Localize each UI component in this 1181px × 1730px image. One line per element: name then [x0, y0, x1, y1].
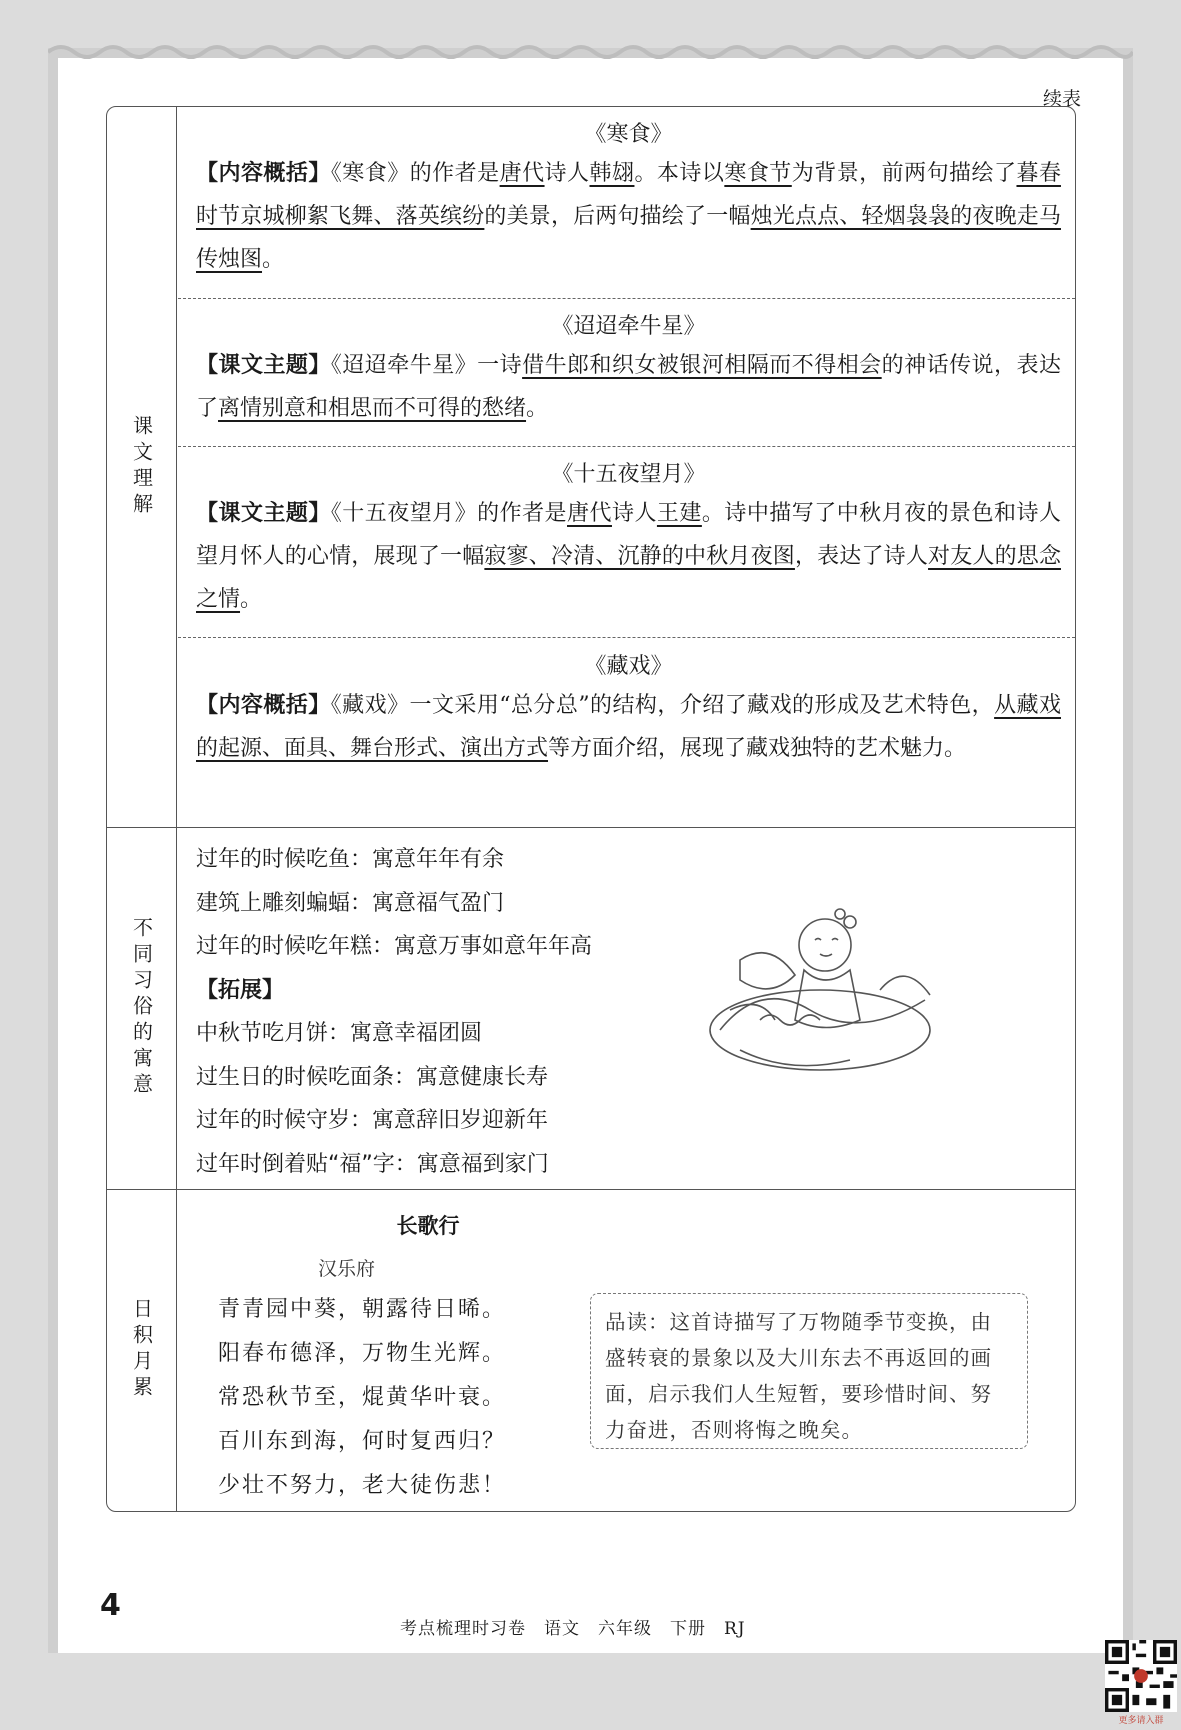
poem-heading [318, 1210, 538, 1240]
block-title: 《寒食》 [584, 122, 673, 147]
qr-code-icon[interactable] [1105, 1640, 1177, 1712]
qr-caption: 更多请入群 [1118, 1716, 1164, 1726]
customs-block [196, 838, 696, 1186]
page-number: 4 [100, 1588, 121, 1623]
poem-author: 汉乐府 [318, 1258, 376, 1280]
dashed-divider [178, 637, 1075, 638]
block-title: 《迢迢牵牛星》 [551, 314, 706, 339]
poem-title: 长歌行 [396, 1214, 460, 1238]
custom-line: 中秋节吃月饼：寓意幸福团圆 [196, 1021, 483, 1046]
dashed-divider [178, 298, 1075, 299]
poem-line: 常恐秋节至，焜黄华叶衰。 [218, 1385, 507, 1410]
poem-body [218, 1288, 578, 1508]
custom-line: 过生日的时候吃面条：寓意健康长寿 [196, 1064, 549, 1090]
custom-line: 过年的时候吃鱼：寓意年年有余 [196, 847, 505, 872]
poem-line: 百川东到海，何时复西归？ [218, 1429, 507, 1454]
block-shiwuye [196, 458, 1061, 621]
reading-note: 品读：这首诗描写了万物随季节变换，由盛转衰的景象以及大川东去不再返回的画面，启示我们人生短暂，要珍惜时间、努力奋进，否则将悔之晚矣。 [590, 1293, 1028, 1449]
extend-tag: 【拓展】 [196, 977, 285, 1003]
poem-line: 少壮不努力，老大徒伤悲！ [218, 1473, 507, 1498]
block-text: 【内容概括】《藏戏》一文采用“总分总”的结构，介绍了藏戏的形成及艺术特色，从藏戏的起源、面具、舞台形式、演出方式等方面介绍，展现了藏戏独特的艺术魅力。 [196, 693, 1061, 761]
custom-line: 过年的时候吃年糕：寓意万事如意年年高 [196, 934, 593, 959]
footer-text: 考点梳理时习卷 语文 六年级 下册 RJ [400, 1619, 746, 1639]
custom-line: 过年时倒着贴“福”字：寓意福到家门 [196, 1151, 549, 1177]
block-zangxi [196, 650, 1061, 770]
custom-line: 建筑上雕刻蝙蝠：寓意福气盈门 [196, 890, 505, 916]
section-divider [107, 827, 1075, 828]
continued-label: 续表 [1042, 88, 1081, 110]
block-text: 【课文主题】《十五夜望月》的作者是唐代诗人王建。诗中描写了中秋月夜的景色和诗人望月怀人的心情，展现了一幅寂寥、冷清、沉静的中秋月夜图，表达了诗人对友人的思念之情。 [196, 501, 1061, 612]
block-text: 【课文主题】《迢迢牵牛星》一诗借牛郎和织女被银河相隔而不得相会的神话传说，表达了离情别意和相思而不可得的愁绪。 [196, 353, 1061, 421]
block-hanshi [196, 118, 1061, 281]
section-label-understanding: 课文理解 [129, 415, 154, 519]
child-fish-illustration [700, 900, 940, 1085]
wavy-border [48, 40, 1133, 62]
block-text: 【内容概括】《寒食》的作者是唐代诗人韩翃。本诗以寒食节为背景，前两句描绘了暮春时节京城柳絮飞舞、落英缤纷的美景，后两句描绘了一幅烛光点点、轻烟袅袅的夜晚走马传烛图。 [196, 161, 1061, 272]
section-label-customs: 不同习俗的寓意 [129, 917, 154, 1099]
block-title: 《十五夜望月》 [551, 462, 706, 487]
block-tiaotiao [196, 310, 1061, 430]
block-title: 《藏戏》 [584, 654, 673, 679]
poem-line: 青青园中葵，朝露待日晞。 [218, 1297, 507, 1322]
dashed-divider [178, 446, 1075, 447]
section-label-accumulation: 日积月累 [129, 1298, 154, 1402]
section-divider [107, 1189, 1075, 1190]
custom-line: 过年的时候守岁：寓意辞旧岁迎新年 [196, 1108, 549, 1133]
poem-line: 阳春布德泽，万物生光辉。 [218, 1341, 507, 1366]
poem-author-wrap [318, 1254, 438, 1281]
